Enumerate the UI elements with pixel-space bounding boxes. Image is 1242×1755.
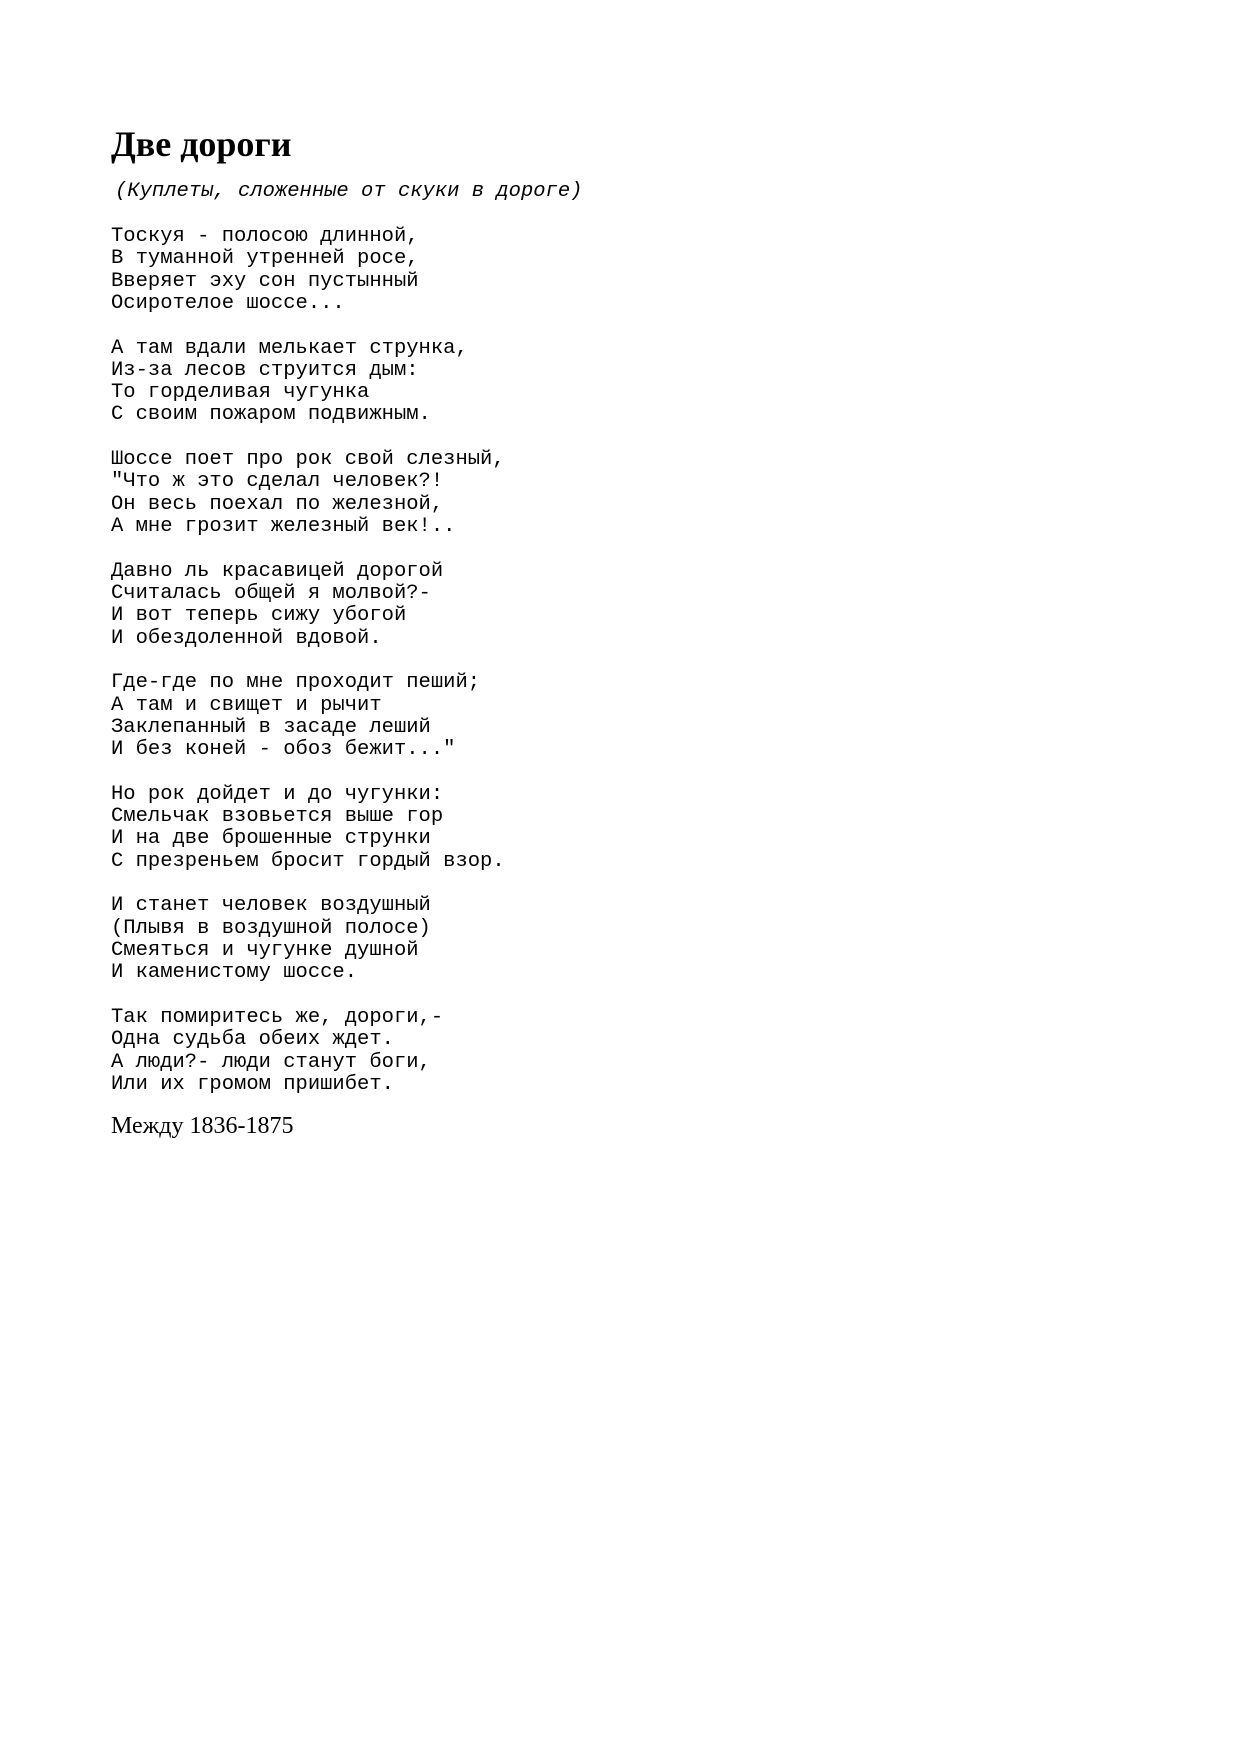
poem-line: "Что ж это сделал человек?! <box>111 470 444 494</box>
poem-line: Заклепанный в засаде леший <box>111 715 431 739</box>
poem-line: А мне грозит железный век!.. <box>111 515 456 539</box>
poem-line: И обездоленной вдовой. <box>111 626 382 650</box>
poem-line: Он весь поехал по железной, <box>111 492 444 516</box>
stanza <box>111 226 505 315</box>
poem-title: Две дороги <box>111 124 292 164</box>
poem-line: Из-за лесов струится дым: <box>111 358 419 382</box>
poem-line: Но рок дойдет и до чугунки: <box>111 782 444 806</box>
poem-line: И станет человек воздушный <box>111 894 431 918</box>
poem-line: С своим пожаром подвижным. <box>111 403 431 427</box>
stanza <box>111 449 505 538</box>
poem-line: И каменистому шоссе. <box>111 961 358 985</box>
stanza <box>111 561 505 650</box>
poem-line: Тоскуя - полосою длинной, <box>111 225 419 248</box>
poem-line: А там вдали мелькает струнка, <box>111 336 468 360</box>
poem-line: Считалась общей я молвой?- <box>111 582 431 606</box>
stanza <box>111 895 505 984</box>
poem-line: Где-где по мне проходит пеший; <box>111 671 481 695</box>
poem-line: Шоссе поет про рок свой слезный, <box>111 448 505 472</box>
poem-line: Вверяет эху сон пустынный <box>111 269 419 293</box>
stanza <box>111 338 505 427</box>
poem-line: А люди?- люди станут боги, <box>111 1050 431 1074</box>
poem-date: Между 1836-1875 <box>111 1113 294 1139</box>
stanza <box>111 784 505 873</box>
stanza <box>111 672 505 761</box>
poem-line: (Плывя в воздушной полосе) <box>111 916 431 940</box>
stanza <box>111 1007 505 1096</box>
poem-line: Смельчак взовьется выше гор <box>111 805 444 829</box>
poem-body <box>111 226 505 1119</box>
poem-line: Давно ль красавицей дорогой <box>111 559 444 583</box>
poem-line: И на две брошенные струнки <box>111 827 431 851</box>
poem-line: Или их громом пришибет. <box>111 1072 394 1096</box>
poem-line: В туманной утренней росе, <box>111 247 419 271</box>
poem-line: Одна судьба обеих ждет. <box>111 1028 394 1052</box>
poem-line: С презреньем бросит гордый взор. <box>111 849 505 873</box>
poem-line: И вот теперь сижу убогой <box>111 604 407 628</box>
poem-line: А там и свищет и рычит <box>111 693 382 717</box>
poem-line: Смеяться и чугунке душной <box>111 939 419 963</box>
poem-line: Осиротелое шоссе... <box>111 291 345 315</box>
poem-line: То горделивая чугунка <box>111 381 370 405</box>
poem-line: Так помиритесь же, дороги,- <box>111 1006 444 1030</box>
poem-subtitle: (Куплеты, сложенные от скуки в дороге) <box>115 180 583 203</box>
poem-line: И без коней - обоз бежит..." <box>111 738 456 762</box>
